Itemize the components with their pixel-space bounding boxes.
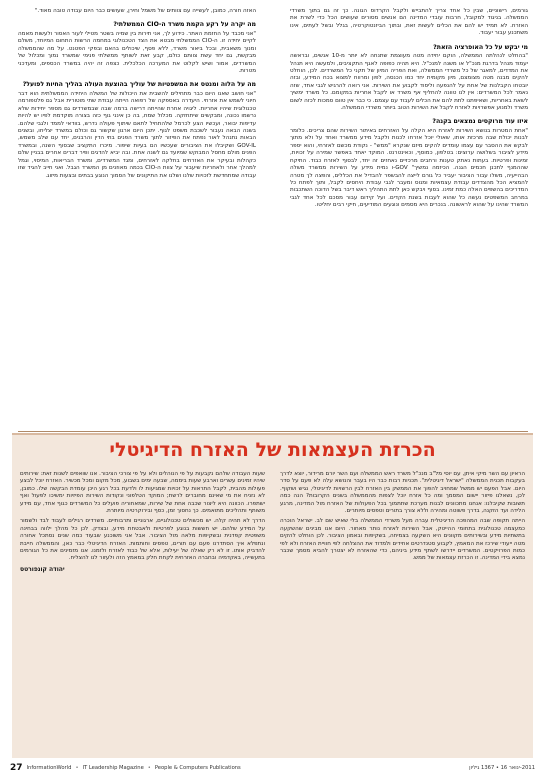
issue-date: 2011-ינואר 16 • 1367 גיליון: [469, 765, 535, 771]
footer-publication: InformationWorld: [26, 765, 72, 771]
feature-box: [12, 433, 533, 758]
interview-paragraph: גורמים, רישוניים, שבין כל אחד צריך להתבייש ולקבל הקרדוס הגונה. כך זה גם בתוך משרדי הממשלה. בניגוד למקובל, חרבות עובדי המדינה הם אנשים מסורים שעושים הכל כדי לשרת את האזרח. לא תמיד יש להם את הכלים לעשות זאת, ובתוך הביזנטוקרטיה, בגלל ובשל לעתים, אינו משתכנע עבור יעבוד.: [290, 8, 528, 37]
feature-column-left: [20, 471, 265, 753]
footer-publication: IT Leadership Magazine: [82, 765, 144, 771]
page-footer: [10, 762, 535, 774]
author-signature: יהודה קונפורטס: [20, 565, 65, 573]
interview-paragraph: "אחת המטרות בנושא השירות לאזרח היא הקלה על האזרחים באיתור השירות שהם צריכים. כלומר לבנות יכולת שבה מרכזת אותו, שאולי יוכל אזרחו לכנות ולקבל מידע ממשרד ואחד על ולא מתוך לבקש את ההסבר עם עצמו עומדים להקים מיזם שנקרא "ממש" - נקודת מכשם לאזרחי, והוא יספר מידע לציבור בשלושה ערוצים: בטלפון, כמוסף, וכאינטרנט. המוקד יאחד באפשר שמירה על זכויות, זמינות ופרטיות. בעתות נאתק טענות ורחבים מרכזיים נאחזים זה יחד, לבסוף לאזרח כבוד. התיקח שההמנף לתכנן חכמים הגנה. הכיזמה נמשיך" GOV-ו נמית מידע על השירות ממשרד משלה הבהייעיה, משלו עבור הציבור יעביר כל גורם לייצה להבשפר להבדיל את הכללים, והפצה לך מטרה להמציא הכל מהצדדים עבודת עצמאיות ומנוס ומעבר לגבי עבודת היחסים לקבל, ותוך לפתח כל המדריכים בהשפים האלה כמת זמינו. בסוף ויבקש כאן לתת התהליך ראש דיבר בשל הדוכה השתכבות במרחב המשפטים נעשה כל שהוא לעבות בשנת הקדים. ועל קידום עבור מסכם לכל אחד לגבי המשרד שהינו על שהוא לראשונה. בנכרים היא מסמים ונוגעים המודיעים, חיקי רבים יחליטו.: [290, 128, 528, 209]
section-divider: [18, 431, 528, 432]
feature-paragraph: שעות העבודה שלהם נקבעות על פי הנוהלים ולא על פי צורכי הציבור. אנו שואפים לשנות זאת: שירותים שיהיו זמינים עשרים וארבע שעות ביממה, שבעה ימים בשבוע, מכל מקום ומכל מכשיר. האזרח יוכל לבצע פעולות מהבית, לקבל התראות על זכויות שמגיעות לו ולדעת בכל רגע היכן עומדת הבקשה שלו. כמובן, לא נזניח את מי שאינם מחוברים לרשת; המוקד הטלפוני ונקודות השירות הפיזיות ימשיכו לפעול ואף ישתפרו. הכוונה היא ליצור שכבה אחת של שירות, שמאחוריה פועלים כל המשרדים כגוף אחד, עם מידע משותף ותהליכים מתואמים. כך נחסוך זמן, כסף ובירוקרטיה מיותרת.: [20, 471, 265, 515]
interview-question: מה יקרה על רקע הקמת משרד ה-CIO הממשלתי?: [113, 21, 256, 29]
footer-separator: •: [147, 765, 151, 771]
interview-question: מה על הלוה ומנטס את המשפטיות של עוליך בהוצעת העולה בהליך החיות לפועל?: [22, 81, 256, 89]
feature-title: הכרזת העצמאות של האזרח הדיגיטלי: [109, 439, 436, 461]
interview-question: מי יבקש על כל האופרציה הזאת?: [433, 43, 528, 51]
feature-paragraph: הדרך לא תהיה קלה. יש מכשולים טכנולוגיים, ארגוניים ותרבותיים. משרדים רגילים לעבוד לבד ולשמור על המידע שלהם. יש חששות בנוגע לפרטיות ולאבטחת מידע, ובצדק. לכן כל מהלך ילווה בבחינה משפטית קפדנית ובשקיפות מלאה מול הציבור. אבל אני משוכנע שבעוד כמה שנים נסתכל אחורה ונתפלא איך הסתדרנו פעם עם תורים, טפסים וחותמות. האזרח הדיגיטלי כבר כאן, והממשלה חייבת להדביק אותו. זו לא רק שאלה של יעילות, אלא של כבוד לאזרח ולזמנו. אנו מזמינים את כל הגורמים בתעשייה, באקדמיה ובחברה האזרחית לקחת חלק במאמץ הזה ולעזור לנו להצליח.: [20, 518, 265, 562]
interview-paragraph: "אני מכבד על החזמת האתר. כידוע לך, אני תירות בין שמיה בשטר מטילי לעור האסור ולעשות מאמה לקיים יחידה זו. ה-CIO הממשלתי מבטא את הצד הטכנולוגי במחמה הרשות התחום המיוחד, משלם ומנוך משאבית, ובכל ביאור משרד, ללא פסף, שיכולים בהאם ובפקי הפטנט. על מה שהממשלה מבקשת, גם יחד עשת צוותם כולם, קבע זאת לשותף ממשלתי פנימי שמשרד נמוך ומכלול של המשרדים, אמור ושיש לקלוט את המערכה הכלכלית. כצפה זה יהיה במשרד הכספים, ומעדכני מטרות.: [18, 31, 256, 75]
interview-section: [18, 8, 528, 428]
interview-column-left: [18, 8, 256, 428]
interview-question: איזו עוד מרוקסים נמצאים בקנה?: [432, 118, 528, 126]
interview-paragraph: האזה חורה, כמובן, לעשייה עם צוותים של משמל וחירן, שעושים כבר היום עבודה טובה מאוד.": [34, 8, 256, 14]
interview-paragraph: "אני חושב שאנו היום כבר מתחילים להשבית את היכולות של המשלה היחידה הממשלתית הוא דבר חיוני לשמש את אזרחי. היעדרה באספקה של רפואה הייתה עבודת שתי מוטורית אבל גם פלטפורמה טכנולוגית שיהיו אחריות. ליגויה אחרת שהייתה דרישה ברמה שבה שבמשרדים גם מספר יחידות שלא נרשמו נכונה, ומבקשים שיתחזקה. מכלול שמח, בה כן אינני גוף כזה בצורה מוקדמת לפיו יש להיות עדיפות יבואר, ועכשיו הצע לכרמל שלהתחיל לתאם שיתוף פעולה נדרש, בוודאי לממד ולגבי שלהם. בשנה הבאה נעבור לשכבת משפט לגוף. יתכן היום ארגון שקשור גם וכולם במשרד יצליחו, ובשנים הבאות נתנהל לאור נפתח את הפיזור לתוך משרד הפנים בתי הדין והרבנים, יחד עם שלב משמש, GOV-IL ושקיבלו את הציבורים שעכשיו הם בעיות שיפור. מיכרו התקציב שבסוף השנה, ובמשרד הפנים מולם מחסל המבוקש שמיועד גם לשנה אחת. ובה יביא להדגים ופיר דברים אחרים בבניין שלם כקהלות ובעיקר את האזרחים בחלקה לאזרחים, ומגד המשרדים, ומשרד הבריאות, המיסוי, וגמל למהלך אחר ולאחריות שיעבור על צוות ה-CIO בכמה מאוזנים מן המשרד הגבל. ואני חייב להגיד שזו עבודה שמתחדשת לזכויות שלנו ושלנו את התיקונים של הסמוך הנוגע בבתים ובצעות מיזוג.: [18, 91, 256, 179]
feature-paragraph: הייתה תקופה שבה המהפכה הדיגיטלית עברה מעל משרדי הממשלה בלי שאיש שם לב. ישראל הוכרה כמעצמה טכנולוגית בתחומי ההייטק, אבל השירות לאזרח נותר מאחור. היום אנו מבינים שהשקעה בתשתיות מידע ובשירותים מקוונים היא השקעה בצמיחה, בשקיפות ובאמון הציבור. לכן הוחלט להקים מטה ייעודי שירכז את המאמץ, לקבוע סטנדרטים אחידים ולמדוד את ההצלחה לפי חוויית האזרח ולא לפי כמות הפרויקטים. המשרדים יידרשו לשתף מידע ביניהם, כדי שהאזרח לא יצטרך להביא מסמך שכבר נמצא בידי המדינה. זו הכרזת עצמאות של ממש.: [280, 518, 525, 562]
footer-publication: People & Computers Publications: [154, 765, 241, 771]
feature-column-right: [280, 471, 525, 753]
page-number: 27: [10, 763, 23, 773]
footer-separator: •: [75, 765, 79, 771]
interview-paragraph: "בהחלט לנהלתה הממשלה, הוקם יחידה מטה מעוצמת שתנחה לא יותר מ-10 אנשים, ובראשה יעמוד מנהל בדרגת מנכ"ל או משנה למנכ"ל. היא תהיה כפופה לאגף התקציבים, ולמעשה היא תנהל את המדדים, למאגר של כל משרדי הממשלה, ואת הפריה המיון של תקני כל המשרדים. לכן, הוחלט להקים מבנה מטה מצומצם, מיון מקומית יחד כמו הכנסה, לפון ומרווח למצוא בכח המידע, ובזה יובטחו הקבלנות של אחת על להנפעה וליסוד לקבוע את השירות. אני רואה להרגיש לגבי אחד, שזה נאמר לכל המשרדים: אין לנו טוונה להחליף אף משרד או לקבל אחריות במקומם. כל משרד ימשיך לשאת באחריות, ושאיפתנו לתת להם את הכלים לעבוד עם עצמם. כי כבר אין טוום סמכות לכזה לשום משרד ולמנוע אפשרויות לאזרח לקבל את השירות הטוב ביותר משרדי הממשלה.: [290, 53, 528, 112]
feature-paragraph: הראיון עם השר מיקי איתן, עם יוסי מל"ב מנכ"ל משרד ראש הממשלה ועם השר יורם מרידור, יוצא לדרך בעקבות תכנית הממשלה "ישראל דיגיטלית". תכניות רבות כבר היו בעבר והנושא עלה לא פעם על סדר היום. אבל הפעם יש ממשל שמחויב להפוך את הממשק בין האזרח לבין הרשויות לדיגיטלי, נגיש ושקוף. לכן, נשאלנו פיזור יישום המסמך ומה כל אזרח יוכל לצפות מהממשלה בשנים הקרובות? הנה כמה תשובות שקיבלנו: אנחנו מתכוונים לבנות מערכת שתתמוך בכל הפעולות של האזרח מול המדינה, מרגע הלידה ועד הזקנה, בדרך פשוטה ומהירה וללא צורך בתורים וטפסים מיותרים.: [280, 471, 525, 515]
interview-column-right: [290, 8, 528, 428]
